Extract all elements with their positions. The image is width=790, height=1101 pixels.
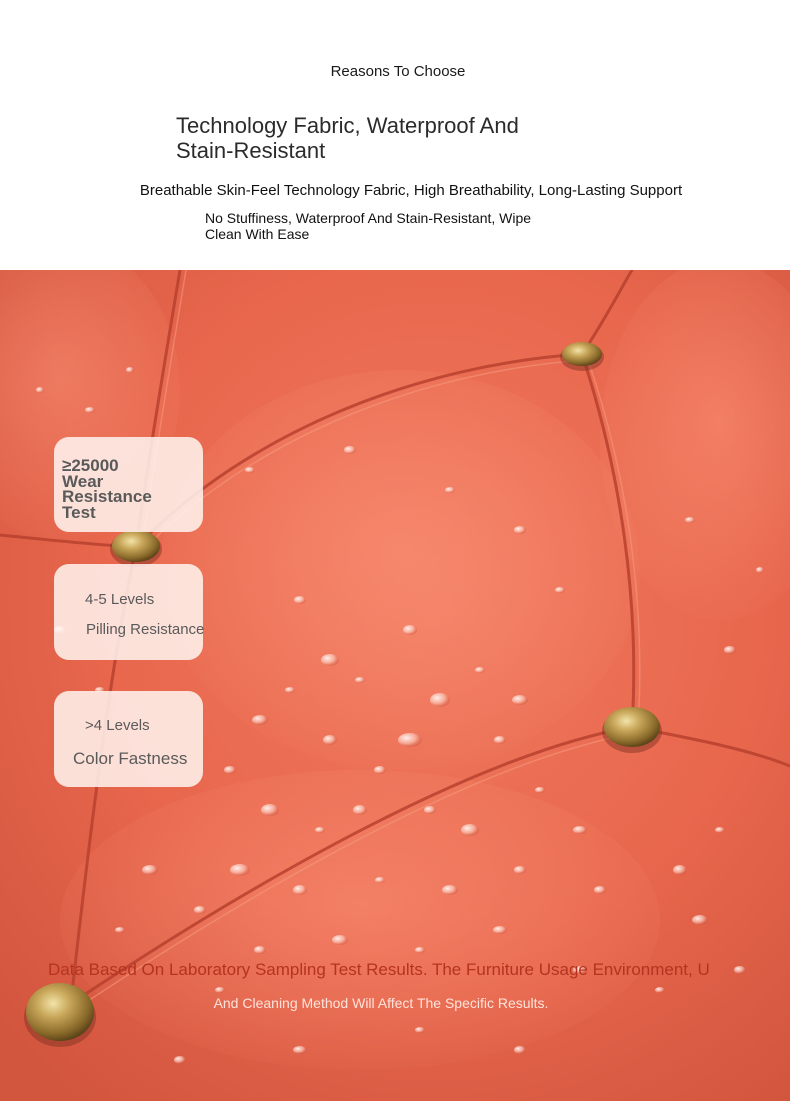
feature-card-pilling-resistance: [54, 564, 203, 660]
feature-wear-value: ≥25000: [62, 456, 119, 475]
subhead: Breathable Skin-Feel Technology Fabric, High Breathability, Long-Lasting Support: [139, 182, 683, 199]
feature-wear-label-2: Resistance: [62, 487, 152, 506]
feature-wear-label-3: Test: [62, 502, 96, 522]
subtext-line-1: No Stuffiness, Waterproof And Stain-Resistant, Wipe: [205, 210, 532, 226]
feature-wear-text: [62, 458, 202, 520]
disclaimer-line-1: Data Based On Laboratory Sampling Test Results. The Furniture Usage Environment, U: [48, 960, 710, 979]
cushion-highlight: [160, 370, 640, 770]
section-kicker: Reasons To Choose: [330, 63, 466, 80]
headline: [176, 113, 596, 163]
headline-line-2: Stain-Resistant: [176, 138, 326, 163]
subtext: [205, 210, 585, 242]
headline-line-1: Technology Fabric, Waterproof And: [176, 113, 519, 138]
feature-card-wear-resistance: [54, 437, 203, 532]
subtext-line-2: Clean With Ease: [205, 226, 310, 242]
header-section: [0, 0, 790, 270]
feature-card-color-fastness: [54, 691, 203, 787]
disclaimer-line-2: And Cleaning Method Will Affect The Specific Results.: [213, 995, 549, 1011]
tufting-button: [560, 342, 604, 371]
tufting-button: [602, 707, 662, 753]
feature-pilling-label: Pilling Resistance: [86, 621, 205, 638]
feature-wear-label-1: Wear: [62, 471, 104, 491]
feature-colorfast-label: Color Fastness: [73, 749, 188, 768]
feature-colorfast-value: >4 Levels: [85, 717, 150, 734]
tufting-button: [24, 983, 96, 1047]
feature-pilling-value: 4-5 Levels: [85, 591, 155, 608]
